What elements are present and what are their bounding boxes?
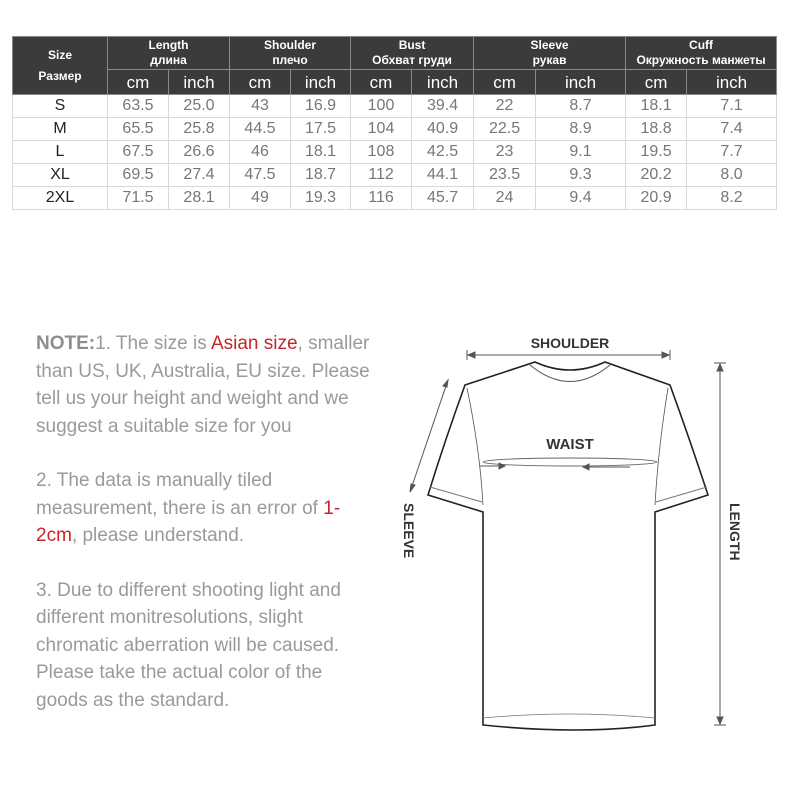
- table-row: [13, 95, 777, 118]
- measure-cell: 49: [230, 187, 291, 210]
- measure-cell: 18.1: [291, 141, 351, 164]
- measure-cell: 104: [351, 118, 412, 141]
- table-row: [13, 164, 777, 187]
- tshirt-measurement-diagram: [380, 320, 780, 760]
- measure-cell: 7.4: [687, 118, 777, 141]
- measure-cell: 43: [230, 95, 291, 118]
- measure-cell: 100: [351, 95, 412, 118]
- unit-cm: cm: [108, 70, 169, 95]
- shoulder-label: SHOULDER: [530, 335, 610, 351]
- note-item-1: NOTE:1. The size is Asian size, smaller than US, UK, Australia, EU size. Please tell us your height and weight and we suggest a suitable size for you: [36, 333, 370, 437]
- measure-cell: 9.4: [536, 187, 626, 210]
- size-cell: M: [13, 118, 108, 141]
- bust-header: Bust Обхват груди: [351, 37, 474, 70]
- sleeve-label: SLEEVE: [401, 503, 417, 559]
- sleeve-header: Sleeve рукав: [474, 37, 626, 70]
- measure-cell: 8.0: [687, 164, 777, 187]
- size-chart-table: [12, 36, 777, 210]
- length-label: LENGTH: [727, 503, 743, 561]
- measure-cell: 18.7: [291, 164, 351, 187]
- unit-inch: inch: [169, 70, 230, 95]
- measure-cell: 71.5: [108, 187, 169, 210]
- size-cell: XL: [13, 164, 108, 187]
- unit-inch: inch: [687, 70, 777, 95]
- table-row: [13, 118, 777, 141]
- unit-cm: cm: [230, 70, 291, 95]
- measure-cell: 44.5: [230, 118, 291, 141]
- measure-cell: 9.3: [536, 164, 626, 187]
- cuff-header: Cuff Окружность манжеты: [626, 37, 777, 70]
- measure-cell: 69.5: [108, 164, 169, 187]
- note-item-3: 3. Due to different shooting light and different monitresolutions, slight chromatic aberration will be caused. Please take the actual color of the goods as the standard.: [36, 579, 341, 711]
- measure-cell: 19.3: [291, 187, 351, 210]
- measure-cell: 19.5: [626, 141, 687, 164]
- size-cell: S: [13, 95, 108, 118]
- unit-inch: inch: [536, 70, 626, 95]
- unit-inch: inch: [412, 70, 474, 95]
- measure-cell: 27.4: [169, 164, 230, 187]
- measure-cell: 108: [351, 141, 412, 164]
- measure-cell: 18.1: [626, 95, 687, 118]
- table-row: [13, 187, 777, 210]
- measure-cell: 40.9: [412, 118, 474, 141]
- size-cell: 2XL: [13, 187, 108, 210]
- table-body: [13, 95, 777, 210]
- measure-cell: 23.5: [474, 164, 536, 187]
- table-row: [13, 141, 777, 164]
- measure-cell: 22.5: [474, 118, 536, 141]
- measure-cell: 63.5: [108, 95, 169, 118]
- note-item-2: 2. The data is manually tiled measurement, there is an error of 1-2cm, please understand.: [36, 470, 341, 546]
- measure-cell: 25.0: [169, 95, 230, 118]
- measure-cell: 116: [351, 187, 412, 210]
- shoulder-header: Shoulder плечо: [230, 37, 351, 70]
- measure-cell: 7.1: [687, 95, 777, 118]
- measure-cell: 8.9: [536, 118, 626, 141]
- unit-cm: cm: [474, 70, 536, 95]
- measure-cell: 16.9: [291, 95, 351, 118]
- measure-cell: 45.7: [412, 187, 474, 210]
- size-header: Size Размер: [13, 37, 108, 95]
- asian-size-highlight: Asian size: [210, 333, 298, 354]
- waist-label: WAIST: [546, 436, 594, 453]
- measure-cell: 24: [474, 187, 536, 210]
- error-range-highlight: 1-2cm: [36, 497, 341, 546]
- measure-cell: 22: [474, 95, 536, 118]
- measure-cell: 39.4: [412, 95, 474, 118]
- measure-cell: 47.5: [230, 164, 291, 187]
- measure-cell: 28.1: [169, 187, 230, 210]
- measure-cell: 20.2: [626, 164, 687, 187]
- measure-cell: 20.9: [626, 187, 687, 210]
- measure-cell: 67.5: [108, 141, 169, 164]
- measure-cell: 42.5: [412, 141, 474, 164]
- measure-cell: 26.6: [169, 141, 230, 164]
- measure-cell: 17.5: [291, 118, 351, 141]
- measure-cell: 112: [351, 164, 412, 187]
- measure-cell: 8.2: [687, 187, 777, 210]
- measure-cell: 9.1: [536, 141, 626, 164]
- measure-cell: 25.8: [169, 118, 230, 141]
- unit-cm: cm: [351, 70, 412, 95]
- measure-cell: 46: [230, 141, 291, 164]
- size-cell: L: [13, 141, 108, 164]
- measure-cell: 7.7: [687, 141, 777, 164]
- measure-cell: 65.5: [108, 118, 169, 141]
- tshirt-outline-icon: [428, 362, 708, 730]
- unit-cm: cm: [626, 70, 687, 95]
- unit-inch: inch: [291, 70, 351, 95]
- length-header: Length длина: [108, 37, 230, 70]
- measure-cell: 18.8: [626, 118, 687, 141]
- measure-cell: 44.1: [412, 164, 474, 187]
- measure-cell: 23: [474, 141, 536, 164]
- measure-cell: 8.7: [536, 95, 626, 118]
- size-note: [36, 330, 376, 741]
